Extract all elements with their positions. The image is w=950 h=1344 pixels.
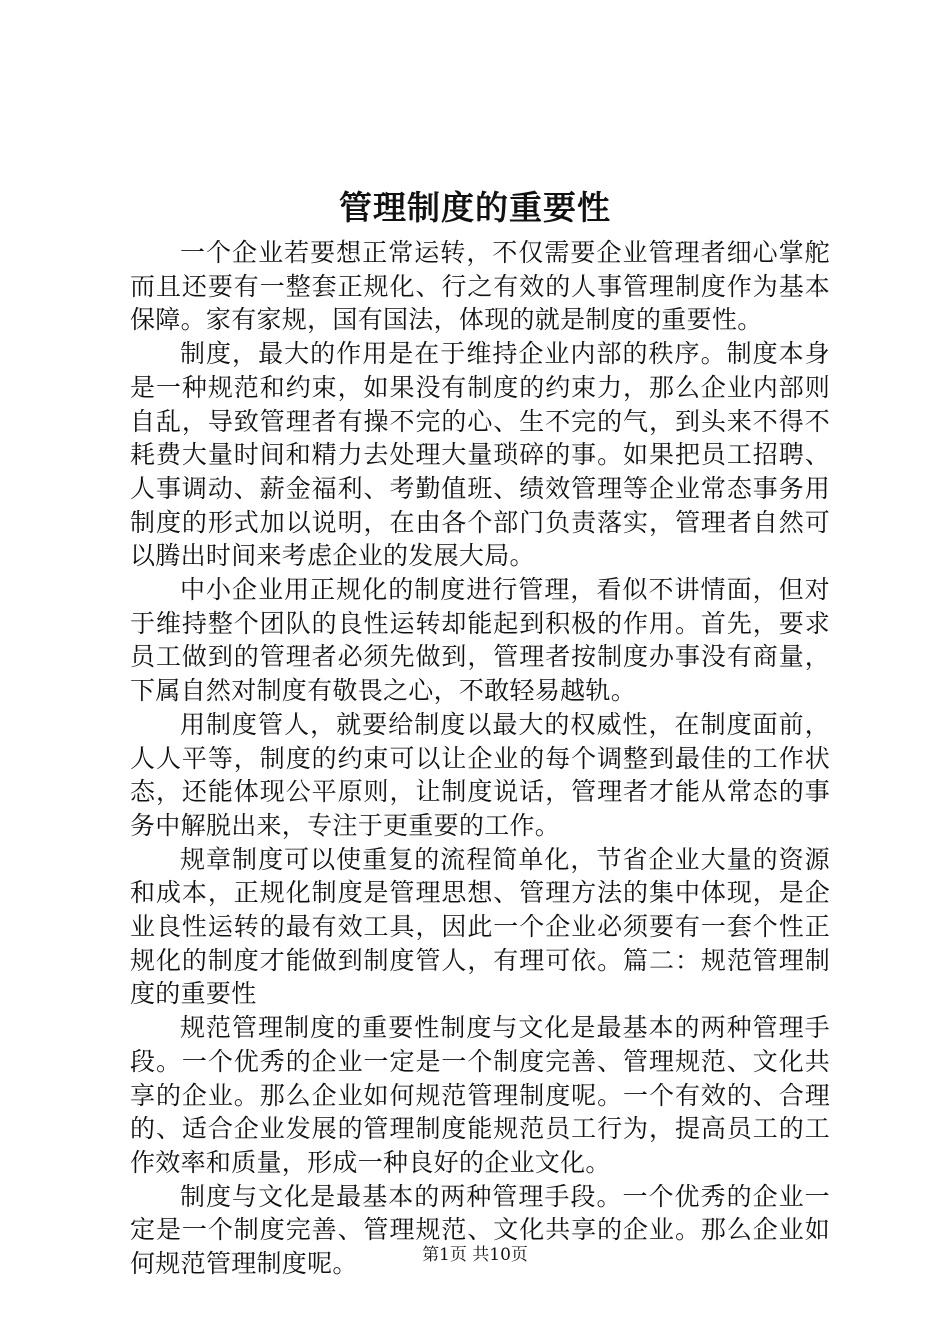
document-title: 管理制度的重要性 xyxy=(339,188,611,227)
page-footer: 第1页 共10页 xyxy=(422,1245,528,1265)
paragraph-3: 中小企业用正规化的制度进行管理，看似不讲情面，但对于维持整个团队的良性运转却能起到积极的作用。首先，要求员工做到的管理者必须先做到，管理者按制度办事没有商量，下属自然对制度有敬畏之心，不敢轻易越轨。 xyxy=(130,575,830,706)
paragraph-2: 制度，最大的作用是在于维持企业内部的秩序。制度本身是一种规范和约束，如果没有制度的约束力，那么企业内部则自乱，导致管理者有操不完的心、生不完的气，到头来不得不耗费大量时间和精力去处理大量琐碎的事。如果把员工招聘、人事调动、薪金福利、考勤值班、绩效管理等企业常态事务用制度的形式加以说明，在由各个部门负责落实，管理者自然可以腾出时间来考虑企业的发展大局。 xyxy=(130,339,830,571)
paragraph-6: 规范管理制度的重要性制度与文化是最基本的两种管理手段。一个优秀的企业一定是一个制度完善、管理规范、文化共享的企业。那么企业如何规范管理制度呢。一个有效的、合理的、适合企业发展的管理制度能规范员工行为，提高员工的工作效率和质量，形成一种良好的企业文化。 xyxy=(130,1013,830,1177)
paragraph-1: 一个企业若要想正常运转，不仅需要企业管理者细心掌舵而且还要有一整套正规化、行之有效的人事管理制度作为基本保障。家有家规，国有国法，体现的就是制度的重要性。 xyxy=(130,238,830,335)
paragraph-4: 用制度管人，就要给制度以最大的权威性，在制度面前，人人平等，制度的约束可以让企业的每个调整到最佳的工作状态，还能体现公平原则，让制度说话，管理者才能从常态的事务中解脱出来，专注于更重要的工作。 xyxy=(130,709,830,840)
document-body xyxy=(130,236,830,1281)
paragraph-5: 规章制度可以使重复的流程简单化，节省企业大量的资源和成本，正规化制度是管理思想、管理方法的集中体现，是企业良性运转的最有效工具，因此一个企业必须要有一套个性正规化的制度才能做到制度管人，有理可依。篇二：规范管理制度的重要性 xyxy=(130,844,830,1009)
paragraph-7: 制度与文化是最基本的两种管理手段。一个优秀的企业一定是一个制度完善、管理规范、文化共享的企业。那么企业如何规范管理制度呢。 xyxy=(130,1181,830,1279)
